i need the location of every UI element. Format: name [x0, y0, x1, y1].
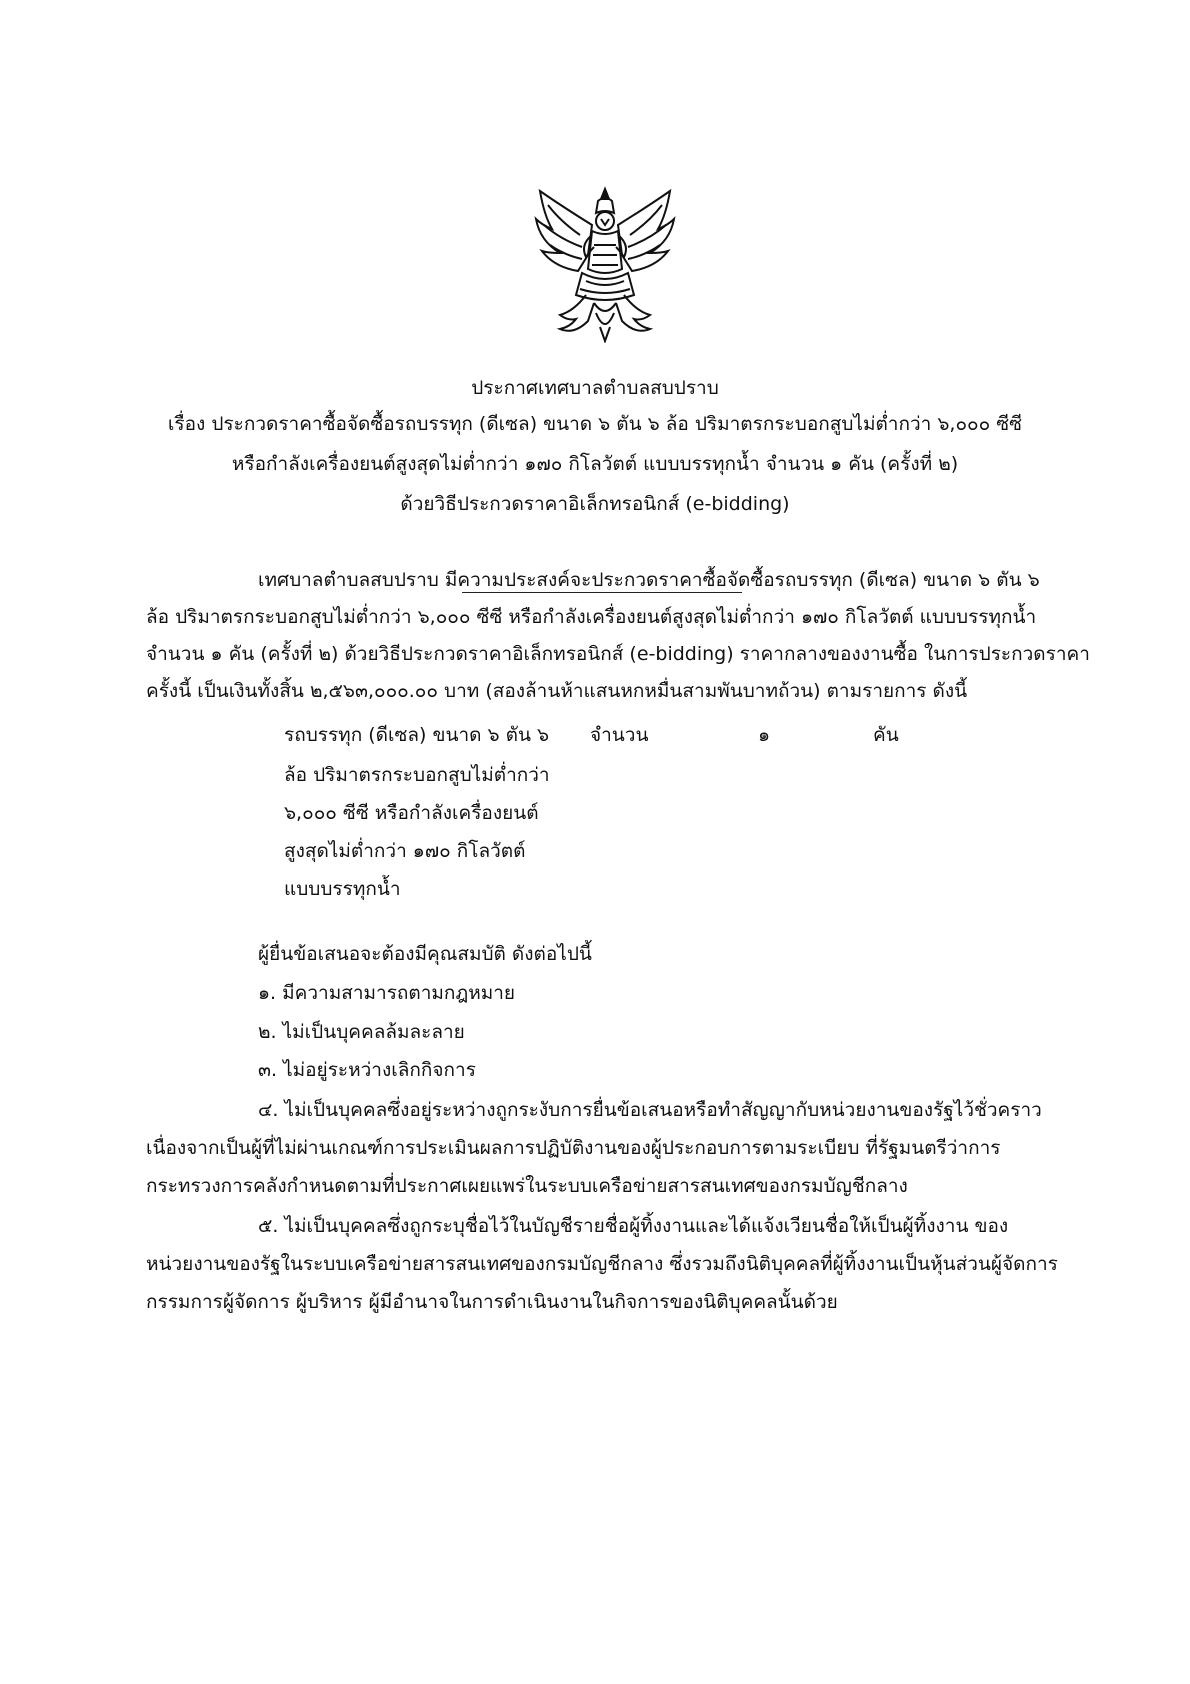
title-divider	[462, 592, 742, 593]
subject-line-1: เรื่อง ประกวดราคาซื้อจัดซื้อรถบรรทุก (ดีเซล) ขนาด ๖ ตัน ๖ ล้อ ปริมาตรกระบอกสูบไม่ต่ำกว่า ๖,๐๐๐ ซีซี	[167, 413, 1023, 435]
qualification-2: ๒. ไม่เป็นบุคคลล้มละลาย	[258, 1021, 465, 1043]
qualification-4-line-3: กระทรวงการคลังกำหนดตามที่ประกาศเผยแพร่ในระบบเครือข่ายสารสนเทศของกรมบัญชีกลาง	[146, 1175, 908, 1197]
qualification-4-line-1: ๔. ไม่เป็นบุคคลซึ่งอยู่ระหว่างถูกระงับการยื่นข้อเสนอหรือทำสัญญากับหน่วยงานของรัฐไว้ชั่วคราว	[258, 1099, 1042, 1121]
item-description-line: ล้อ ปริมาตรกระบอกสูบไม่ต่ำกว่า	[284, 764, 550, 786]
qualification-5-line-1: ๕. ไม่เป็นบุคคลซึ่งถูกระบุชื่อไว้ในบัญชีรายชื่อผู้ทิ้งงานและได้แจ้งเวียนชื่อให้เป็นผู้ทิ้งงาน ของ	[258, 1215, 1009, 1237]
item-quantity: ๑	[758, 724, 771, 746]
qualification-5-line-2: หน่วยงานของรัฐในระบบเครือข่ายสารสนเทศของกรมบัญชีกลาง ซึ่งรวมถึงนิติบุคคลที่ผู้ทิ้งงานเป็นหุ้นส่วนผู้จัดการ	[146, 1253, 1058, 1275]
qualification-4-line-2: เนื่องจากเป็นผู้ที่ไม่ผ่านเกณฑ์การประเมินผลการปฏิบัติงานของผู้ประกอบการตามระเบียบ ที่รัฐมนตรีว่าการ	[146, 1137, 1001, 1159]
subject-line-2: หรือกำลังเครื่องยนต์สูงสุดไม่ต่ำกว่า ๑๗๐ กิโลวัตต์ แบบบรรทุกน้ำ จำนวน ๑ คัน (ครั้งที่ ๒)	[231, 453, 959, 475]
intro-line-4: ครั้งนี้ เป็นเงินทั้งสิ้น ๒,๕๖๓,๐๐๐.๐๐ บาท (สองล้านห้าแสนหกหมื่นสามพันบาทถ้วน) ตามรายการ ดังนี้	[146, 680, 968, 702]
subject-line-3: ด้วยวิธีประกวดราคาอิเล็กทรอนิกส์ (e-bidding)	[400, 493, 790, 515]
intro-line-1: เทศบาลตำบลสบปราบ มีความประสงค์จะประกวดราคาซื้อจัดซื้อรถบรรทุก (ดีเซล) ขนาด ๖ ตัน ๖	[258, 569, 1040, 591]
announcement-title: ประกาศเทศบาลตำบลสบปราบ	[471, 377, 719, 399]
qualifications-intro: ผู้ยื่นข้อเสนอจะต้องมีคุณสมบัติ ดังต่อไปนี้	[258, 943, 592, 965]
garuda-emblem-icon	[530, 185, 680, 343]
qualification-3: ๓. ไม่อยู่ระหว่างเลิกกิจการ	[258, 1059, 476, 1081]
intro-line-2: ล้อ ปริมาตรกระบอกสูบไม่ต่ำกว่า ๖,๐๐๐ ซีซี หรือกำลังเครื่องยนต์สูงสุดไม่ต่ำกว่า ๑๗๐ กิโลวัตต์ แบบบรรทุกน้ำ	[146, 606, 1037, 628]
item-description-line: แบบบรรทุกน้ำ	[284, 878, 401, 900]
item-quantity-label: จำนวน	[590, 724, 649, 746]
item-description-line: รถบรรทุก (ดีเซล) ขนาด ๖ ตัน ๖	[284, 724, 550, 746]
item-unit: คัน	[873, 724, 899, 746]
intro-line-3: จำนวน ๑ คัน (ครั้งที่ ๒) ด้วยวิธีประกวดราคาอิเล็กทรอนิกส์ (e-bidding) ราคากลางของงานซื้อ ในการประกวดราคา	[146, 643, 1090, 665]
item-description-line: ๖,๐๐๐ ซีซี หรือกำลังเครื่องยนต์	[284, 802, 539, 824]
item-description-line: สูงสุดไม่ต่ำกว่า ๑๗๐ กิโลวัตต์	[284, 840, 526, 862]
qualification-1: ๑. มีความสามารถตามกฎหมาย	[258, 982, 516, 1004]
qualification-5-line-3: กรรมการผู้จัดการ ผู้บริหาร ผู้มีอำนาจในการดำเนินงานในกิจการของนิติบุคคลนั้นด้วย	[146, 1291, 838, 1313]
